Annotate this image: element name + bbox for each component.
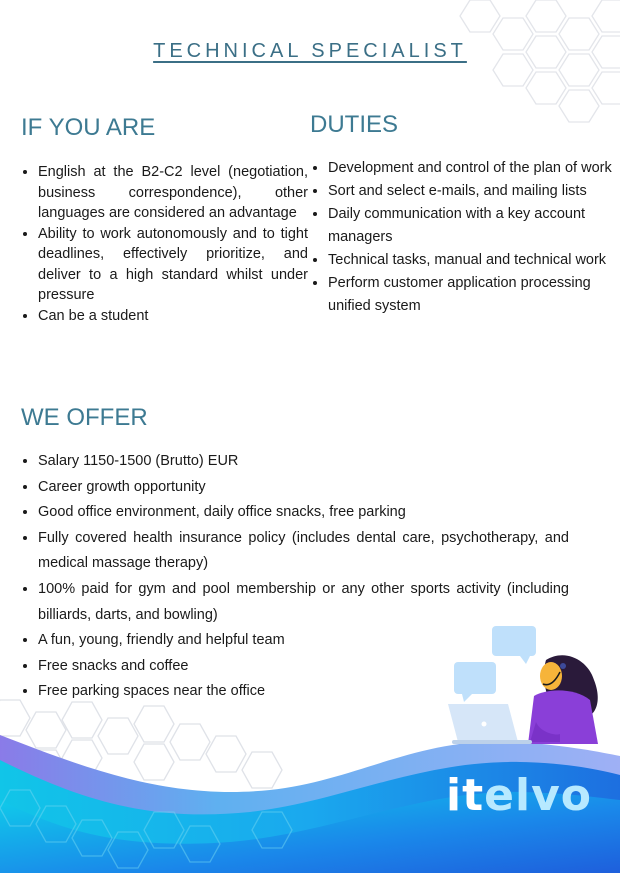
list-item: • Fully covered health insurance policy (includes dental care, psychotherapy, and medical massage therapy)	[38, 526, 569, 577]
we-offer-list	[20, 449, 569, 705]
list-item: • Technical tasks, manual and technical work	[328, 249, 618, 272]
list-item: • Development and control of the plan of work	[328, 157, 618, 180]
list-item: • 100% paid for gym and pool membership or any other sports activity (including billiards, darts, and bowling)	[38, 577, 569, 628]
list-item: • Perform customer application processing unified system	[328, 272, 618, 318]
list-item: • English at the B2-C2 level (negotiation, business correspondence), other languages are considered an advantage	[38, 162, 308, 224]
logo-letters-elvo: elvo	[484, 770, 592, 821]
list-item: • Salary 1150-1500 (Brutto) EUR	[38, 449, 569, 475]
if-you-are-list	[20, 162, 308, 326]
if-you-are-heading: IF YOU ARE	[21, 114, 156, 141]
list-item: • Free parking spaces near the office	[38, 679, 569, 705]
list-item: • Free snacks and coffee	[38, 654, 569, 680]
list-item: • Daily communication with a key account managers	[328, 203, 618, 249]
duties-list	[310, 157, 618, 318]
we-offer-heading: WE OFFER	[21, 404, 148, 431]
list-item: • A fun, young, friendly and helpful team	[38, 628, 569, 654]
duties-heading: DUTIES	[310, 111, 399, 138]
logo-letter-i: i	[446, 770, 463, 821]
list-item: • Sort and select e-mails, and mailing lists	[328, 180, 618, 203]
list-item: • Career growth opportunity	[38, 475, 569, 501]
page-title: TECHNICAL SPECIALIST	[153, 40, 467, 62]
list-item: • Good office environment, daily office snacks, free parking	[38, 500, 569, 526]
list-item: • Ability to work autonomously and to tight deadlines, effectively prioritize, and deliver to a high standard whilst under pressure	[38, 224, 308, 306]
list-item: • Can be a student	[38, 306, 308, 327]
itelvo-logo	[446, 770, 592, 821]
logo-letter-t: t	[462, 770, 485, 821]
